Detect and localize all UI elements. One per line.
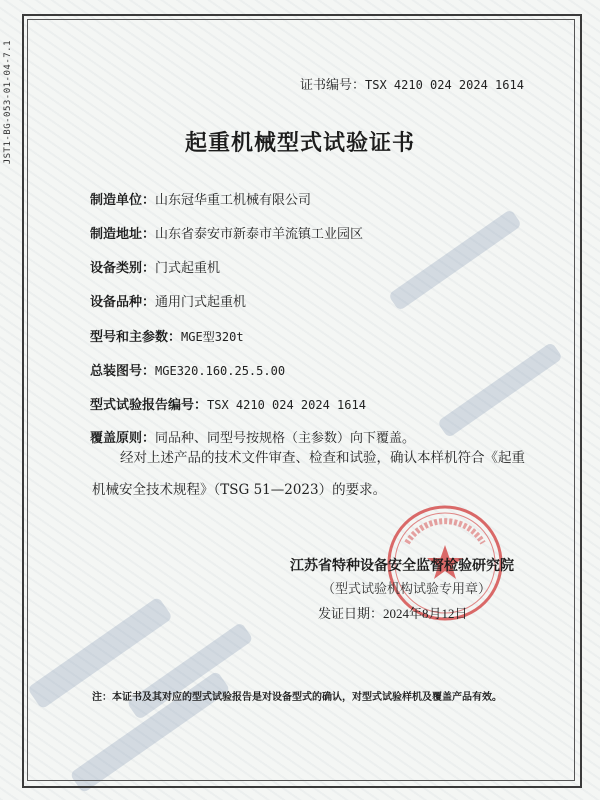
certificate-number-label: 证书编号：	[300, 78, 366, 93]
issuing-organization: 江苏省特种设备安全监督检验研究院	[290, 558, 514, 574]
footnote: 注：本证书及其对应的型式试验报告是对设备型式的确认，对型式试验样机及覆盖产品有效。	[92, 692, 502, 703]
field-label: 制造单位：	[90, 193, 156, 208]
field-value: 门式起重机	[155, 261, 221, 276]
statement-paragraph: 经对上述产品的技术文件审查、检查和试验，确认本样机符合《起重机械安全技术规程》（TSG 51—2023）的要求。	[92, 450, 525, 498]
certificate-fields	[90, 192, 415, 464]
document-side-code: JST1-BG-053-01-04-7.1	[3, 40, 13, 165]
certificate-number-value: TSX 4210 024 2024 1614	[365, 78, 524, 92]
field-value: 山东冠华重工机械有限公司	[155, 193, 312, 208]
field-value: 同品种、同型号按规格（主参数）向下覆盖。	[155, 431, 416, 446]
field-label: 制造地址：	[90, 227, 156, 242]
field-value: 通用门式起重机	[155, 295, 247, 310]
certificate-number	[300, 74, 524, 93]
field-label: 总装图号：	[90, 364, 156, 379]
field-variety	[90, 294, 415, 328]
field-address	[90, 226, 415, 260]
field-label: 设备品种：	[90, 295, 156, 310]
issue-date-label: 发证日期：	[318, 607, 384, 622]
issue-date	[318, 603, 468, 622]
field-value: MGE型320t	[181, 330, 244, 344]
issue-date-value: 2024年8月12日	[383, 606, 468, 621]
field-label: 设备类别：	[90, 261, 156, 276]
certificate-title: 起重机械型式试验证书	[184, 131, 415, 156]
field-model	[90, 328, 415, 362]
field-label: 型号和主参数：	[90, 330, 182, 345]
field-label: 覆盖原则：	[90, 431, 156, 446]
field-value: 山东省泰安市新泰市羊流镇工业园区	[155, 227, 364, 242]
field-drawing-no	[90, 362, 415, 396]
seal-label: （型式试验机构试验专用章）	[322, 582, 492, 597]
field-report-no	[90, 396, 415, 430]
field-label: 型式试验报告编号：	[90, 398, 208, 413]
field-category	[90, 260, 415, 294]
field-value: TSX 4210 024 2024 1614	[207, 398, 366, 412]
field-value: MGE320.160.25.5.00	[155, 364, 286, 378]
field-manufacturer	[90, 192, 415, 226]
